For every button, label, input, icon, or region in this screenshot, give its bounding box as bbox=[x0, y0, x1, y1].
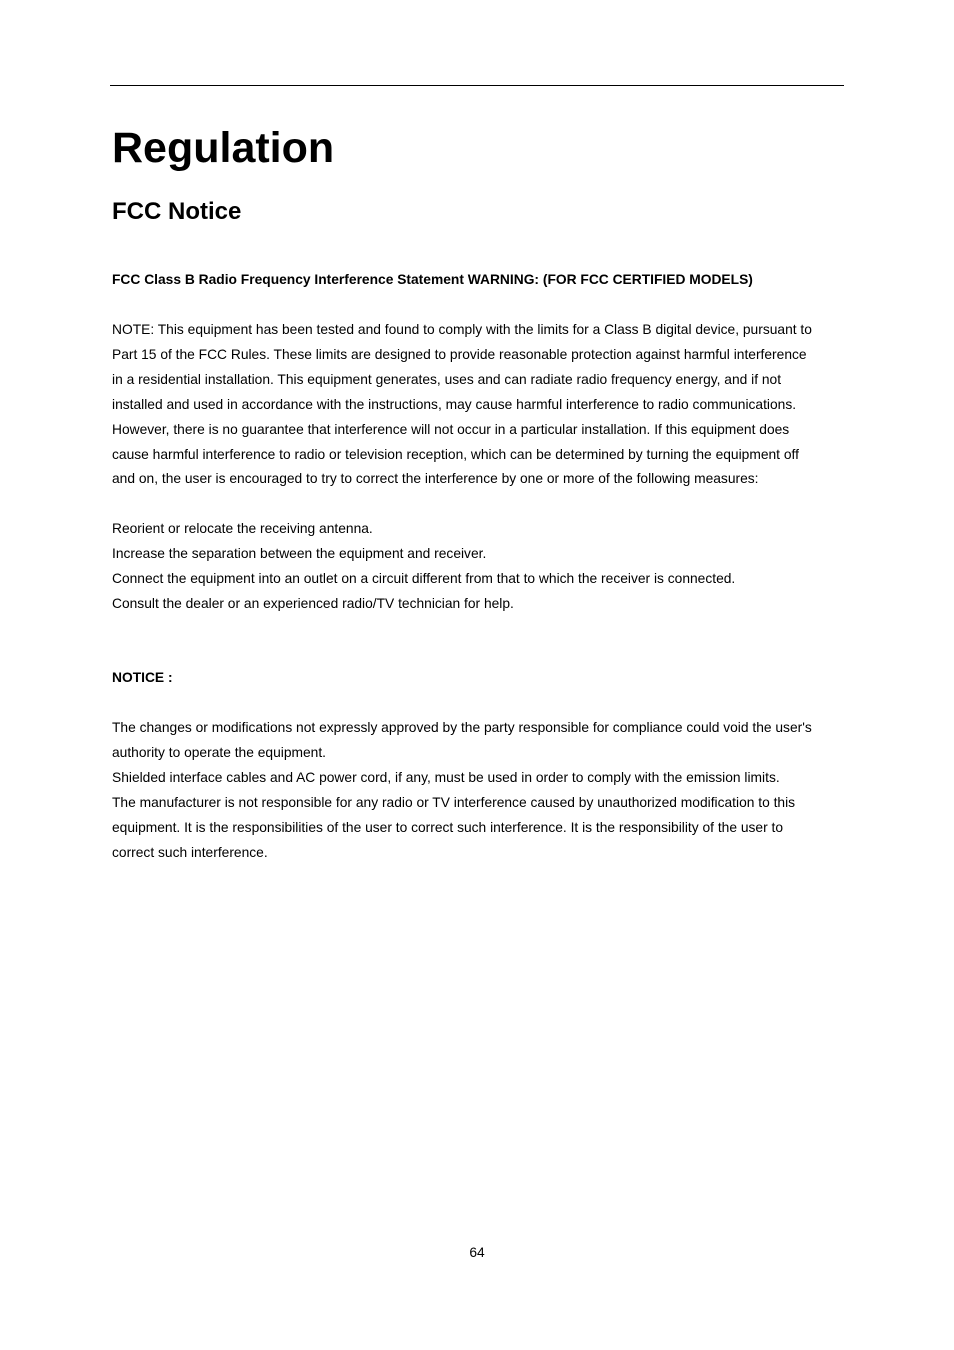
section-title-fcc-notice: FCC Notice bbox=[112, 198, 242, 225]
notice-line: correct such interference. bbox=[112, 844, 268, 860]
page-number: 64 bbox=[469, 1245, 485, 1260]
measures-list bbox=[112, 517, 852, 617]
note-line: NOTE: This equipment has been tested and found to comply with the limits for a Class B digital device, pursuant to bbox=[112, 322, 812, 337]
interference-statement-heading: FCC Class B Radio Frequency Interference Statement WARNING: (FOR FCC CERTIFIED MODELS) bbox=[112, 272, 753, 287]
notice-line: The manufacturer is not responsible for any radio or TV interference caused by unauthorized modification to this bbox=[112, 794, 796, 810]
notice-label: NOTICE : bbox=[112, 670, 173, 685]
note-line: Part 15 of the FCC Rules. These limits are designed to provide reasonable protection against harmful interference bbox=[112, 346, 807, 362]
measure-item: Increase the separation between the equipment and receiver. bbox=[112, 545, 487, 561]
measure-item: Connect the equipment into an outlet on a circuit different from that to which the receiver is connected. bbox=[112, 570, 736, 586]
note-line: cause harmful interference to radio or television reception, which can be determined by turning the equipment off bbox=[112, 446, 799, 462]
notice-line: equipment. It is the responsibilities of the user to correct such interference. It is the responsibility of the user to bbox=[112, 819, 784, 835]
page-title: Regulation bbox=[112, 124, 335, 172]
note-line: and on, the user is encouraged to try to correct the interference by one or more of the following measures: bbox=[112, 471, 759, 487]
measure-item: Reorient or relocate the receiving antenna. bbox=[112, 521, 373, 536]
notice-line: The changes or modifications not expressly approved by the party responsible for compliance could void the user's bbox=[112, 720, 812, 735]
notice-paragraph bbox=[112, 716, 852, 865]
fcc-note-paragraph bbox=[112, 318, 852, 492]
notice-line: authority to operate the equipment. bbox=[112, 744, 326, 760]
notice-line: Shielded interface cables and AC power cord, if any, must be used in order to comply with the emission limits. bbox=[112, 769, 780, 785]
header-rule bbox=[110, 85, 844, 86]
note-line: installed and used in accordance with the instructions, may cause harmful interference to radio communications. bbox=[112, 396, 797, 412]
note-line: However, there is no guarantee that interference will not occur in a particular installation. If this equipment does bbox=[112, 421, 790, 437]
measure-item: Consult the dealer or an experienced radio/TV technician for help. bbox=[112, 595, 514, 611]
note-line: in a residential installation. This equipment generates, uses and can radiate radio frequency energy, and if not bbox=[112, 371, 782, 387]
